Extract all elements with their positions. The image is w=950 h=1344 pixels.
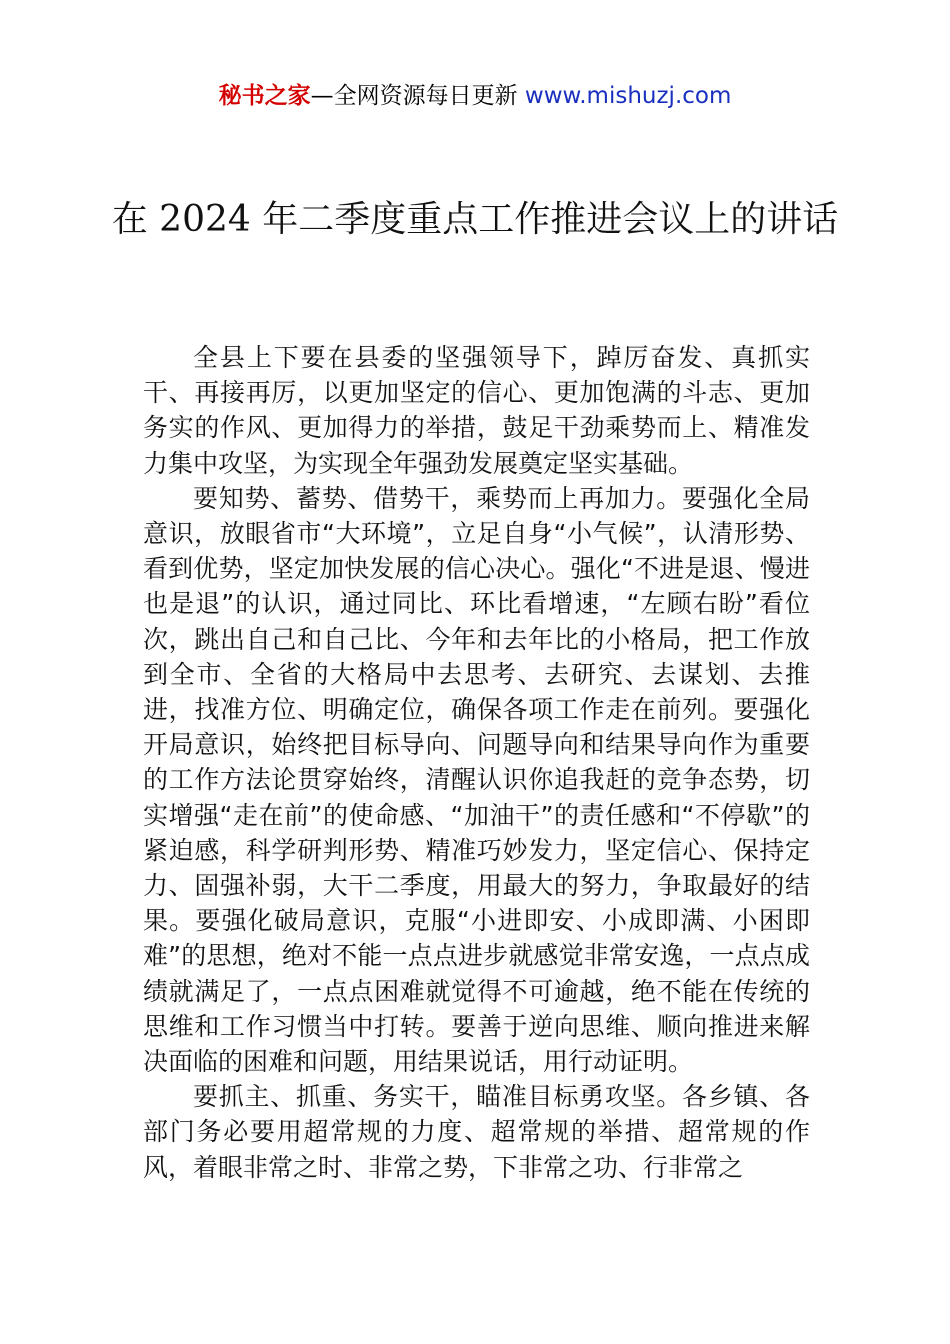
site-url-link[interactable]: www.mishuzj.com xyxy=(524,83,732,109)
document-title: 在 2024 年二季度重点工作推进会议上的讲话 xyxy=(111,199,839,240)
paragraph: 全县上下要在县委的坚强领导下，踔厉奋发、真抓实干、再接再厉，以更加坚定的信心、更加饱满的斗志、更加务实的作风、更加得力的举措，鼓足干劲乘势而上、精准发力集中攻坚，为实现全年强劲发展奠定坚实基础。 xyxy=(143,343,810,478)
paragraph: 要知势、蓄势、借势干，乘势而上再加力。要强化全局意识，放眼省市“大环境”，立足自身“小气候”，认清形势、看到优势，坚定加快发展的信心决心。强化“不进是退、慢进也是退”的认识，通过同比、环比看增速，“左顾右盼”看位次，跳出自己和自己比、今年和去年比的小格局，把工作放到全市、全省的大格局中去思考、去研究、去谋划、去推进，找准方位、明确定位，确保各项工作走在前列。要强化开局意识，始终把目标导向、问题导向和结果导向作为重要的工作方法论贯穿始终，清醒认识你追我赶的竞争态势，切实增强“走在前”的使命感、“加油干”的责任感和“不停歇”的紧迫感，科学研判形势、精准巧妙发力，坚定信心、保持定力、固强补弱，大干二季度，用最大的努力，争取最好的结果。要强化破局意识，克服“小进即安、小成即满、小困即难”的思想，绝对不能一点点进步就感觉非常安逸，一点点成绩就满足了，一点点困难就觉得不可逾越，绝不能在传统的思维和工作习惯当中打转。要善于逆向思维、顺向推进来解决面临的困难和问题，用结果说话，用行动证明。 xyxy=(143,483,810,1077)
site-tagline: —全网资源每日更新 xyxy=(310,83,518,109)
site-header xyxy=(0,80,950,112)
paragraph: 要抓主、抓重、务实干，瞄准目标勇攻坚。各乡镇、各部门务必要用超常规的力度、超常规的举措、超常规的作风，着眼非常之时、非常之势，下非常之功、行非常之 xyxy=(143,1082,810,1182)
site-brand: 秘书之家 xyxy=(218,83,311,109)
document-body xyxy=(143,340,810,1185)
